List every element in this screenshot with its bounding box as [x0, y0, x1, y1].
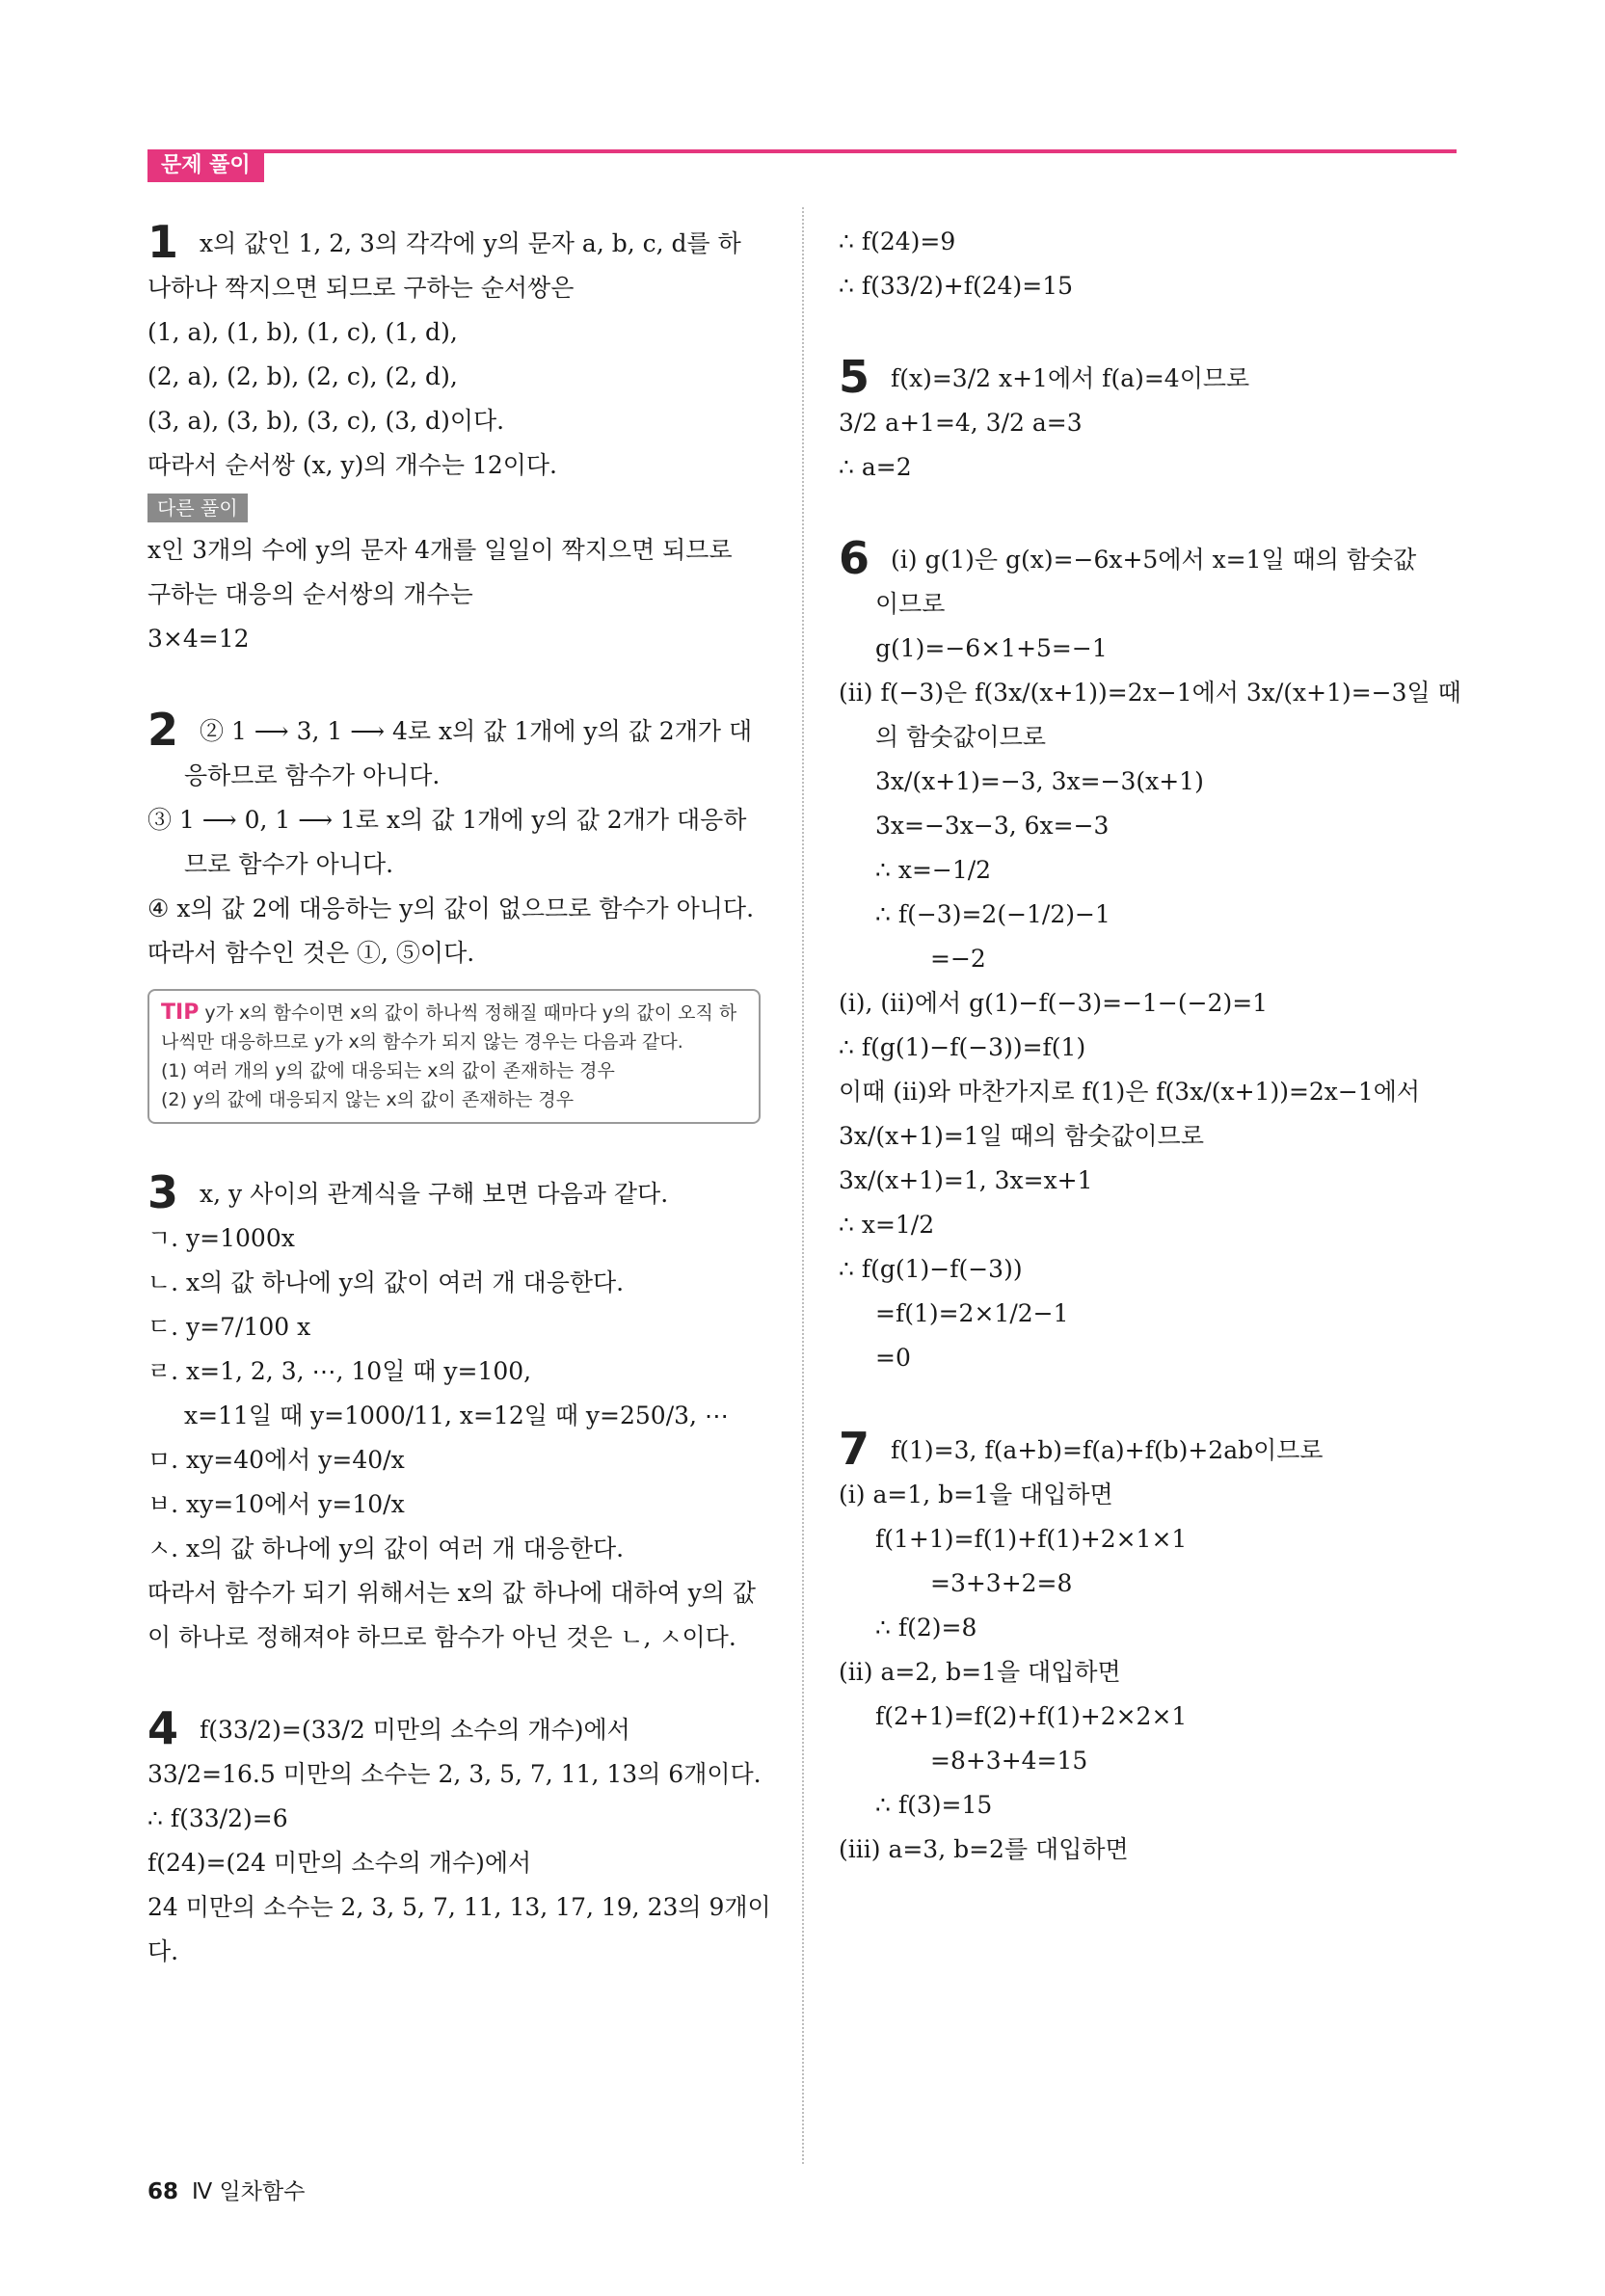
alt-solution-tag: 다른 풀이 [147, 494, 248, 522]
solution-line: (ii) a=2, b=1을 대입하면 [839, 1658, 1121, 1686]
solution-line: 따라서 순서쌍 (x, y)의 개수는 12이다. [147, 451, 557, 479]
problem-3 [147, 1166, 764, 1660]
solution-line: (2, a), (2, b), (2, c), (2, d), [147, 362, 458, 390]
right-column [839, 220, 1461, 1872]
solution-line: =−2 [930, 945, 986, 973]
solution-line: x인 3개의 수에 y의 문자 4개를 일일이 짝지으면 되므로 [147, 536, 733, 564]
problem-number: 2 [147, 704, 179, 756]
solution-line: ㄹ. x=1, 2, 3, ⋯, 10일 때 y=100, [147, 1357, 532, 1385]
problem-number: 1 [147, 216, 179, 268]
solution-line: f(1+1)=f(1)+f(1)+2×1×1 [875, 1525, 1188, 1553]
solution-line: ㄱ. y=1000x [147, 1224, 295, 1252]
solution-line: ∴ f(33/2)=6 [147, 1804, 288, 1832]
problem-number: 5 [839, 351, 870, 403]
solution-line: f(x)=3/2 x+1에서 f(a)=4이므로 [891, 364, 1250, 392]
solution-line: ④ x의 값 2에 대응하는 y의 값이 없으므로 함수가 아니다. [147, 894, 755, 922]
solution-line: x, y 사이의 관계식을 구해 보면 다음과 같다. [200, 1180, 669, 1208]
page-number: 68 [147, 2179, 179, 2204]
problem-7 [839, 1423, 1456, 1872]
solution-line: ∴ f(g(1)−f(−3)) [839, 1255, 1023, 1283]
section-tag: 문제 풀이 [147, 149, 264, 182]
solution-line: 3x/(x+1)=1, 3x=x+1 [839, 1166, 1093, 1194]
solution-line: 3x=−3x−3, 6x=−3 [875, 812, 1110, 840]
column-divider [802, 207, 804, 2164]
solution-line: 이므로 [875, 590, 946, 618]
solution-line: ㅂ. xy=10에서 y=10/x [147, 1490, 405, 1518]
solution-line: x의 값인 1, 2, 3의 각각에 y의 문자 a, b, c, d를 하 [200, 229, 741, 257]
left-column [147, 216, 771, 1974]
problem-5 [839, 351, 1456, 490]
problem-2 [147, 704, 764, 1124]
solution-line: (ii) f(−3)은 f(3x/(x+1))=2x−1에서 3x/(x+1)=−3일 때 [839, 679, 1461, 707]
solution-line: =0 [875, 1344, 911, 1372]
problem-6 [839, 532, 1461, 1380]
solution-line: ∴ x=−1/2 [875, 856, 992, 884]
chapter-title: Ⅳ 일차함수 [192, 2179, 306, 2204]
solution-line: ∴ f(2)=8 [875, 1614, 977, 1642]
solution-line: 나하나 짝지으면 되므로 구하는 순서쌍은 [147, 274, 575, 302]
solution-line: 구하는 대응의 순서쌍의 개수는 [147, 580, 473, 608]
solution-line: f(24)=(24 미만의 소수의 개수)에서 [147, 1849, 532, 1877]
solution-line: (i) a=1, b=1을 대입하면 [839, 1481, 1113, 1508]
solution-line: 33/2=16.5 미만의 소수는 2, 3, 5, 7, 11, 13의 6개이다. [147, 1760, 762, 1788]
solution-line: g(1)=−6×1+5=−1 [875, 634, 1108, 662]
solution-line: 응하므로 함수가 아니다. [184, 761, 441, 789]
solution-line: ㅁ. xy=40에서 y=40/x [147, 1446, 405, 1474]
solution-line: (i), (ii)에서 g(1)−f(−3)=−1−(−2)=1 [839, 989, 1269, 1017]
solution-line: f(1)=3, f(a+b)=f(a)+f(b)+2ab이므로 [891, 1436, 1324, 1464]
solution-line: ② 1 ⟶ 3, 1 ⟶ 4로 x의 값 1개에 y의 값 2개가 대 [200, 717, 753, 745]
solution-line: ∴ f(33/2)+f(24)=15 [839, 272, 1074, 300]
tip-line: (1) 여러 개의 y의 값에 대응되는 x의 값이 존재하는 경우 [161, 1060, 615, 1081]
solution-line: (1, a), (1, b), (1, c), (1, d), [147, 318, 458, 346]
problem-number: 4 [147, 1702, 179, 1754]
solution-line: 3×4=12 [147, 625, 250, 653]
problem-number: 7 [839, 1423, 870, 1475]
solution-line: f(2+1)=f(2)+f(1)+2×2×1 [875, 1702, 1188, 1730]
solution-line: 24 미만의 소수는 2, 3, 5, 7, 11, 13, 17, 19, 23의 9개이 [147, 1893, 771, 1921]
solution-line: 이 하나로 정해져야 하므로 함수가 아닌 것은 ㄴ, ㅅ이다. [147, 1623, 736, 1651]
solution-line: (i) g(1)은 g(x)=−6x+5에서 x=1일 때의 함숫값 [891, 546, 1417, 574]
solution-line: (3, a), (3, b), (3, c), (3, d)이다. [147, 407, 505, 435]
problem-4-continued [839, 220, 1456, 308]
solution-line: =8+3+4=15 [930, 1747, 1088, 1775]
solution-line: 다. [147, 1937, 179, 1965]
solution-line: 3/2 a+1=4, 3/2 a=3 [839, 409, 1083, 437]
solution-line: 므로 함수가 아니다. [184, 850, 394, 878]
solution-line: 3x/(x+1)=−3, 3x=−3(x+1) [875, 767, 1204, 795]
tip-line: 나씩만 대응하므로 y가 x의 함수가 되지 않는 경우는 다음과 같다. [161, 1031, 683, 1053]
solution-line: 따라서 함수가 되기 위해서는 x의 값 하나에 대하여 y의 값 [147, 1579, 757, 1607]
header-rule [147, 149, 1457, 153]
solution-line: ㅅ. x의 값 하나에 y의 값이 여러 개 대응한다. [147, 1535, 625, 1562]
problem-number: 3 [147, 1166, 179, 1218]
solution-line: ∴ a=2 [839, 453, 912, 481]
solution-line: ③ 1 ⟶ 0, 1 ⟶ 1로 x의 값 1개에 y의 값 2개가 대응하 [147, 806, 747, 834]
solution-line: (iii) a=3, b=2를 대입하면 [839, 1835, 1129, 1863]
problem-1 [147, 216, 764, 661]
solution-line: =3+3+2=8 [930, 1569, 1073, 1597]
solution-line: f(33/2)=(33/2 미만의 소수의 개수)에서 [200, 1716, 630, 1744]
tip-line: y가 x의 함수이면 x의 값이 하나씩 정해질 때마다 y의 값이 오직 하 [204, 1002, 737, 1024]
solution-line: 이때 (ii)와 마찬가지로 f(1)은 f(3x/(x+1))=2x−1에서 [839, 1078, 1421, 1106]
solution-line: 의 함숫값이므로 [875, 723, 1046, 751]
tip-label: TIP [161, 1001, 200, 1025]
problem-4 [147, 1702, 771, 1974]
tip-box [147, 989, 761, 1124]
page-footer [147, 2174, 305, 2205]
solution-line: ㄷ. y=7/100 x [147, 1313, 311, 1341]
solution-line: 3x/(x+1)=1일 때의 함숫값이므로 [839, 1122, 1204, 1150]
solution-line: x=11일 때 y=1000/11, x=12일 때 y=250/3, ⋯ [184, 1402, 729, 1429]
solution-line: ∴ f(−3)=2(−1/2)−1 [875, 900, 1110, 928]
solution-line: ∴ x=1/2 [839, 1211, 935, 1239]
solution-line: ∴ f(24)=9 [839, 227, 956, 255]
solution-line: ㄴ. x의 값 하나에 y의 값이 여러 개 대응한다. [147, 1268, 625, 1296]
solution-line: ∴ f(3)=15 [875, 1791, 993, 1819]
solution-line: ∴ f(g(1)−f(−3))=f(1) [839, 1033, 1086, 1061]
problem-number: 6 [839, 532, 870, 584]
tip-line: (2) y의 값에 대응되지 않는 x의 값이 존재하는 경우 [161, 1089, 575, 1110]
solution-line: =f(1)=2×1/2−1 [875, 1299, 1069, 1327]
solution-line: 따라서 함수인 것은 ①, ⑤이다. [147, 939, 475, 967]
